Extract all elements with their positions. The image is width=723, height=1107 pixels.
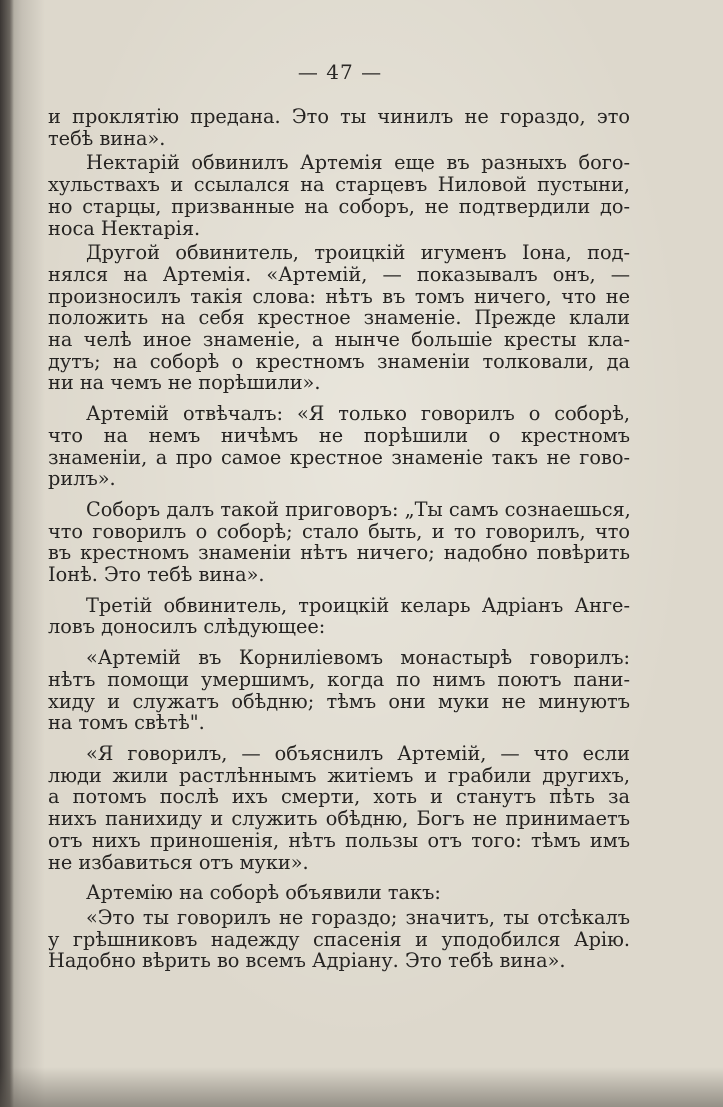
text-line: хульствахъ и ссылался на старцевъ Ниловой пустыни, xyxy=(48,173,630,197)
text-line: нихъ панихиду и служить обѣдню, Богъ не принимаетъ xyxy=(48,807,630,831)
text-line: не избавиться отъ муки». xyxy=(48,850,309,874)
text-line: Нектарій обвинилъ Артемія еще въ разныхъ бого- xyxy=(86,151,630,175)
paragraph xyxy=(48,907,630,972)
text-line: но старцы, призванные на соборъ, не подтвердили до- xyxy=(48,194,630,218)
text-line: «Это ты говорилъ не гораздо; значитъ, ты отсѣкалъ xyxy=(86,905,630,929)
text-line: Іонѣ. Это тебѣ вина». xyxy=(48,563,265,587)
text-line: «Артемій въ Корниліевомъ монастырѣ говорилъ: xyxy=(86,646,630,670)
text-line: что на немъ ничѣмъ не порѣшили о крестномъ xyxy=(48,423,630,447)
text-line: на томъ свѣтѣ". xyxy=(48,711,205,735)
text-line: произносилъ такія слова: нѣтъ въ томъ ничего, что не xyxy=(48,284,630,308)
page-shadow xyxy=(0,1067,723,1107)
paragraph xyxy=(48,882,630,904)
text-line: и проклятію предана. Это ты чинилъ не гораздо, это xyxy=(48,105,630,128)
paragraph xyxy=(48,647,630,734)
text-line: Соборъ далъ такой приговоръ: „Ты самъ сознаешься, xyxy=(86,497,631,521)
text-line: нялся на Артемія. «Артемій, — показывалъ онъ, — xyxy=(48,262,630,286)
paragraph xyxy=(48,152,630,239)
text-line: «Я говорилъ, — объяснилъ Артемій, — что если xyxy=(86,741,630,765)
text-line: Третій обвинитель, троицкій келарь Адріанъ Анге- xyxy=(86,593,630,617)
text-line: Артемій отвѣчалъ: «Я только говорилъ о соборѣ, xyxy=(86,402,630,426)
text-line: что говорилъ о соборѣ; стало быть, и то говорилъ, что xyxy=(48,519,630,543)
paragraph xyxy=(48,403,630,490)
text-line: ловъ доносилъ слѣдующее: xyxy=(48,615,326,639)
page-number: — 47 — xyxy=(297,60,383,84)
text-line: отъ нихъ приношенія, нѣтъ пользы отъ того: тѣмъ имъ xyxy=(48,828,630,852)
text-line: нѣтъ помощи умершимъ, когда по нимъ поютъ пани- xyxy=(48,667,630,691)
text-line: на челѣ иное знаменіе, а нынче большіе кресты кла- xyxy=(48,328,630,352)
text-line: Надобно вѣрить во всемъ Адріану. Это тебѣ вина». xyxy=(48,949,566,973)
paragraph xyxy=(48,242,630,394)
text-line: рилъ». xyxy=(48,467,116,491)
text-line: дутъ; на соборѣ о крестномъ знаменіи толковали, да xyxy=(48,349,630,373)
page-body-text xyxy=(48,106,630,972)
book-binding-edge xyxy=(0,0,14,1107)
text-line: Другой обвинитель, троицкій игуменъ Іона, под- xyxy=(86,241,630,265)
text-line: а потомъ послѣ ихъ смерти, хоть и станутъ пѣть за xyxy=(48,785,630,809)
text-line: у грѣшниковъ надежду спасенія и уподобился Арію. xyxy=(48,927,630,951)
text-line: въ крестномъ знаменіи нѣтъ ничего; надобно повѣрить xyxy=(48,541,630,565)
paragraph xyxy=(48,499,630,586)
paragraph xyxy=(48,743,630,873)
text-line: Артемію на соборѣ объявили такъ: xyxy=(86,881,441,905)
text-line: люди жили растлѣннымъ житіемъ и грабили другихъ, xyxy=(48,763,630,787)
text-line: носа Нектарія. xyxy=(48,216,201,240)
text-line: знаменіи, а про самое крестное знаменіе такъ не гово- xyxy=(48,445,630,469)
text-line: тебѣ вина». xyxy=(48,126,166,150)
paragraph xyxy=(48,106,630,149)
text-line: хиду и служатъ обѣдню; тѣмъ они муки не минуютъ xyxy=(48,689,630,713)
text-line: положить на себя крестное знаменіе. Прежде клали xyxy=(48,306,630,330)
paragraph xyxy=(48,595,630,638)
text-line: ни на чемъ не порѣшили». xyxy=(48,371,321,395)
